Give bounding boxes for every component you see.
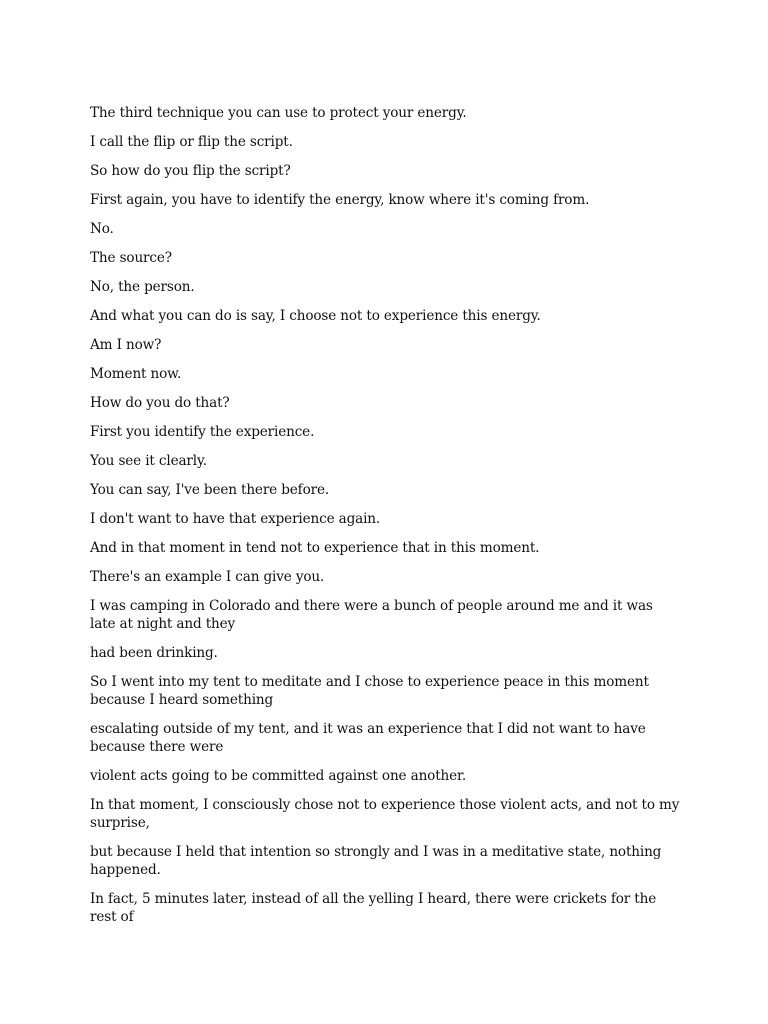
paragraph: In that moment, I consciously chose not to experience those violent acts, and not to my surprise, [90,797,680,831]
paragraph: violent acts going to be committed against one another. [90,768,467,784]
paragraph: So how do you flip the script? [90,163,291,179]
paragraph: The source? [90,250,172,266]
document-body [90,104,680,937]
paragraph: And what you can do is say, I choose not to experience this energy. [90,308,541,324]
paragraph: had been drinking. [90,645,218,661]
paragraph: So I went into my tent to meditate and I chose to experience peace in this moment because I heard something [90,674,649,708]
paragraph: How do you do that? [90,395,230,411]
paragraph: In fact, 5 minutes later, instead of all the yelling I heard, there were crickets for the rest of [90,891,657,925]
paragraph: I was camping in Colorado and there were a bunch of people around me and it was late at night and they [90,598,653,632]
paragraph: but because I held that intention so strongly and I was in a meditative state, nothing happened. [90,844,662,878]
paragraph: First again, you have to identify the energy, know where it's coming from. [90,192,590,208]
paragraph: I don't want to have that experience again. [90,511,381,527]
paragraph: escalating outside of my tent, and it was an experience that I did not want to have because there were [90,721,646,755]
paragraph: Am I now? [90,337,162,353]
paragraph: There's an example I can give you. [90,569,325,585]
paragraph: I call the flip or flip the script. [90,134,293,150]
paragraph: No. [90,221,114,237]
paragraph: The third technique you can use to protect your energy. [90,105,467,121]
paragraph: And in that moment in tend not to experience that in this moment. [90,540,540,556]
paragraph: First you identify the experience. [90,424,315,440]
paragraph: Moment now. [90,366,182,382]
paragraph: You see it clearly. [90,453,207,469]
paragraph: No, the person. [90,279,195,295]
paragraph: You can say, I've been there before. [90,482,330,498]
